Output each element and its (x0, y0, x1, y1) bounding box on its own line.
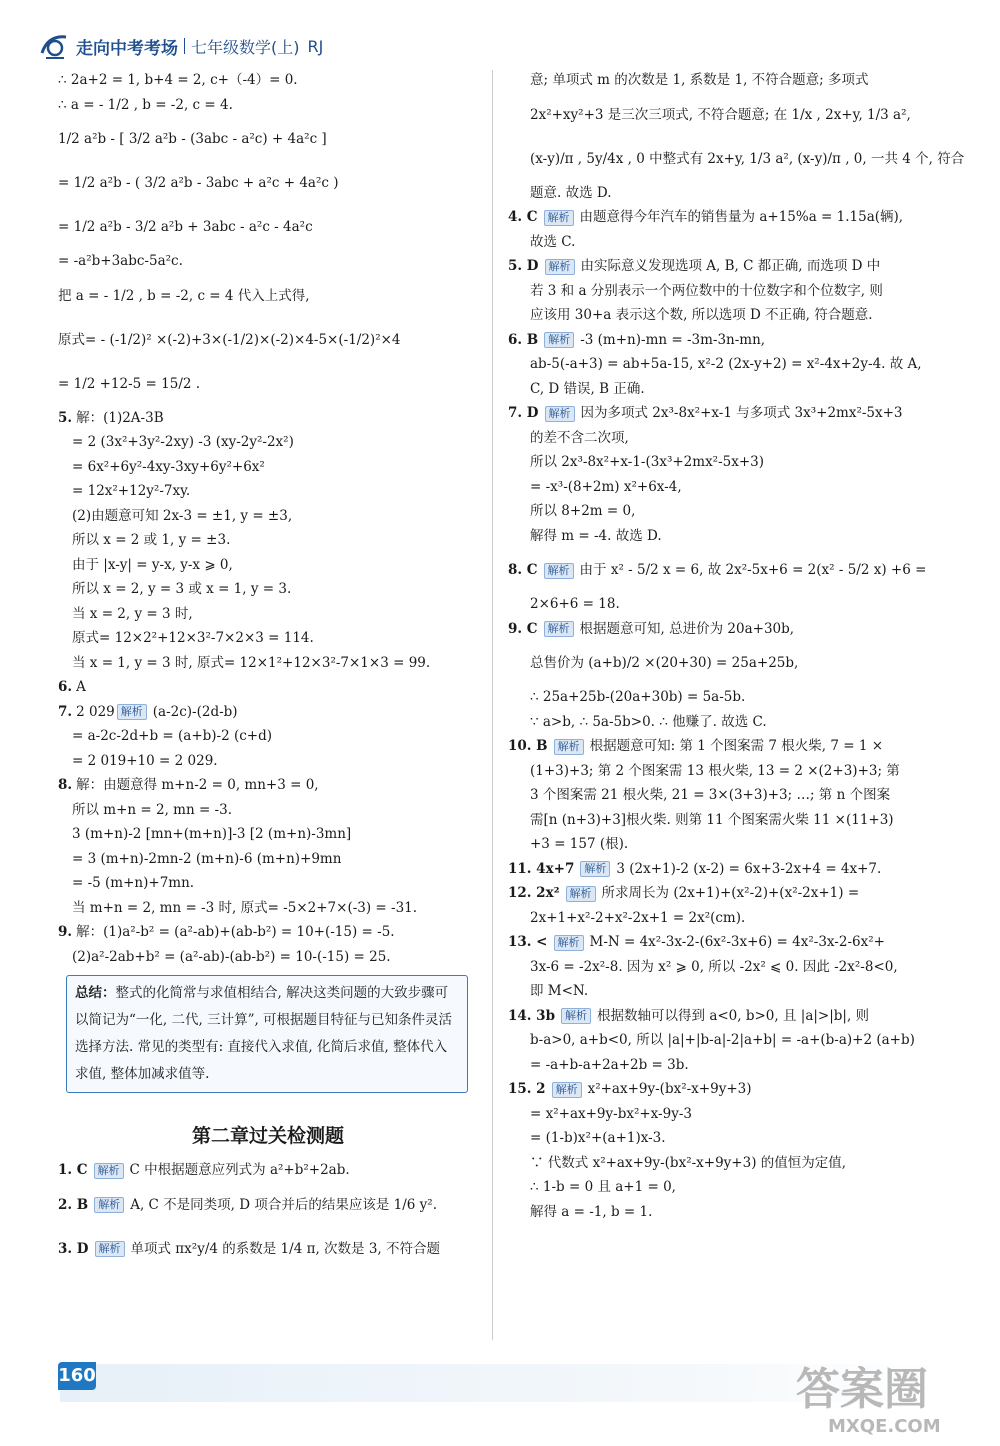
answer-text: 所以 x = 2 或 1, y = ±3. (72, 532, 231, 548)
analysis-tag: 解析 (544, 563, 574, 579)
answer-line (508, 499, 948, 524)
answer-line (508, 181, 948, 206)
answer-text: = -a+b-a+2a+2b = 3b. (530, 1056, 689, 1073)
answer-line (58, 249, 478, 274)
analysis-tag: 解析 (544, 210, 574, 226)
left-answer-lines (58, 68, 478, 969)
analysis-tag: 解析 (544, 332, 574, 348)
answer-line (58, 1158, 478, 1183)
analysis-tag: 解析 (117, 704, 147, 720)
answer-text: ∴ 1-b = 0 且 a+1 = 0, (530, 1179, 676, 1195)
answer-line (58, 553, 478, 578)
left-column (58, 68, 478, 1271)
answer-line (508, 783, 948, 808)
answer-text: = a-2c-2d+b = (a+b)-2 (c+d) (72, 728, 273, 744)
answer-line (58, 1183, 478, 1227)
answer-line (58, 577, 478, 602)
answer-text: = 1/2 a²b - 3/2 a²b + 3abc - a²c - 4a²c (58, 219, 313, 235)
answer-line (58, 773, 478, 798)
analysis-text: 根据题意可知: 第 1 个图案需 7 根火柴, 7 = 1 × (589, 738, 884, 754)
answer-line (508, 930, 948, 955)
analysis-tag: 解析 (566, 886, 596, 902)
answer-text: C, D 错误, B 正确. (530, 380, 645, 397)
answer-line (508, 832, 948, 857)
answer-line (508, 881, 948, 906)
answer-text: 当 m+n = 2, mn = -3 时, 原式= -5×2+7×(-3) = -31. (72, 899, 418, 916)
answer-text: (1+3)+3; 第 2 个图案需 13 根火柴, 13 = 2 ×(2+3)+3; 第 (530, 762, 900, 779)
answer-text: 解：(1)2A-3B (76, 409, 164, 426)
answer-line (508, 205, 948, 230)
answer-line (58, 430, 478, 455)
book-subtitle: 七年级数学(上) (191, 37, 300, 57)
answer-line (58, 93, 478, 118)
answer-text: = (1-b)x²+(a+1)x-3. (530, 1130, 666, 1146)
header-separator (184, 38, 185, 54)
analysis-tag: 解析 (95, 1241, 125, 1257)
answer-text: ∵ 代数式 x²+ax+9y-(bx²-x+9y+3) 的值恒为定值, (530, 1154, 847, 1171)
answer-line (508, 377, 948, 402)
analysis-text: 所求周长为 (2x+1)+(x²-2)+(x²-2x+1) = (601, 885, 860, 901)
answer-line (58, 945, 478, 970)
brand-logo-icon (38, 31, 72, 61)
analysis-text: A, C 不是同类项, D 项合并后的结果应该是 1/6 y². (130, 1196, 438, 1213)
analysis-text: C 中根据题意应列式为 a²+b²+2ab. (129, 1162, 350, 1178)
book-edition: RJ (307, 36, 324, 56)
answer-text: 解得 m = -4. 故选 D. (530, 527, 662, 544)
answer-text: 2x²+xy²+3 是三次三项式, 不符合题意; 在 1/x , 2x+y, 1/3 a², (530, 106, 911, 123)
analysis-tag: 解析 (580, 861, 610, 877)
brand-name: 走向中考考场 (76, 38, 178, 59)
answer-line (58, 651, 478, 676)
answer-text: 2×6+6 = 18. (530, 596, 620, 612)
analysis-text: 单项式 πx²y/4 的系数是 1/4 π, 次数是 3, 不符合题 (130, 1240, 440, 1257)
answer-line (58, 700, 478, 725)
answer-text: 2 029 (76, 703, 115, 720)
answer-text: 应该用 30+a 表示这个数, 所以选项 D 不正确, 符合题意. (530, 307, 873, 323)
answer-line (508, 137, 965, 181)
answer-text: = 1/2 +12-5 = 15/2 . (58, 375, 201, 392)
question-number: 7. D (508, 405, 539, 421)
analysis-text: 3 (2x+1)-2 (x-2) = 6x+3-2x+4 = 4x+7. (616, 860, 882, 877)
answer-text: 3x-6 = -2x²-8. 因为 x² ⩾ 0, 所以 -2x² ⩽ 0. 因此 -2x²-8<0, (530, 958, 898, 975)
answer-text: = -5 (m+n)+7mn. (72, 875, 195, 891)
watermark-url: MXQE.COM (828, 1416, 941, 1437)
answer-line (508, 955, 948, 980)
analysis-tag: 解析 (552, 1082, 582, 1098)
answer-line (508, 303, 948, 328)
analysis-tag: 解析 (561, 1008, 591, 1024)
analysis-text: 由题意得今年汽车的销售量为 a+15%a = 1.15a(辆), (579, 209, 904, 225)
question-number: 6. B (508, 331, 539, 348)
answer-text: = 2 019+10 = 2 029. (72, 752, 218, 769)
answer-line (508, 426, 948, 451)
question-number: 4. C (508, 209, 538, 225)
answer-line (508, 1053, 948, 1078)
answer-text: 解：(1)a²-b² = (a²-ab)+(ab-b²) = 10+(-15) = -5. (76, 924, 395, 940)
answer-text: ∴ a = - 1/2 , b = -2, c = 4. (58, 96, 233, 113)
question-number: 14. 3b (508, 1007, 556, 1024)
answer-text: 原式= - (-1/2)² ×(-2)+3×(-1/2)×(-2)×4-5×(-1/2)²×4 (58, 331, 401, 348)
answer-text: = 6x²+6y²-4xy-3xy+6y²+6x² (72, 458, 265, 475)
answer-text: b-a>0, a+b<0, 所以 |a|+|b-a|-2|a+b| = -a+(b-a)+2 (a+b) (530, 1032, 915, 1048)
answer-text: = x²+ax+9y-bx²+x-9y-3 (530, 1105, 692, 1122)
answer-text: 题意. 故选 D. (530, 184, 612, 201)
answer-line (508, 328, 948, 353)
answer-line (58, 117, 478, 161)
chapter-answer-lines (58, 1158, 478, 1271)
watermark-logo (788, 1352, 978, 1438)
analysis-text: (a-2c)-(2d-b) (152, 703, 238, 720)
answer-text: = 3 (m+n)-2mn-2 (m+n)-6 (m+n)+9mn (72, 850, 342, 867)
question-number: 6. (58, 679, 73, 695)
answer-line (508, 230, 948, 255)
answer-line (508, 617, 948, 642)
answer-line (58, 504, 478, 529)
answer-line (508, 685, 948, 710)
analysis-tag: 解析 (545, 406, 575, 422)
answer-line (508, 1200, 948, 1225)
answer-line (508, 710, 948, 735)
answer-line (508, 857, 948, 882)
answer-text: 若 3 和 a 分别表示一个两位数中的十位数字和个位数字, 则 (530, 282, 883, 299)
right-answer-lines (508, 68, 965, 1224)
watermark-main: 答案圈 (796, 1364, 928, 1415)
answer-text: 2x+1+x²-2+x²-2x+1 = 2x²(cm). (530, 909, 746, 926)
question-number: 15. 2 (508, 1081, 546, 1097)
analysis-text: 由实际意义发现选项 A, B, C 都正确, 而选项 D 中 (580, 258, 881, 274)
answer-line (508, 734, 948, 759)
right-column (508, 68, 965, 1224)
answer-text: (2)a²-2ab+b² = (a²-ab)-(ab-b²) = 10-(-15) = 25. (72, 948, 391, 965)
answer-text: 解：由题意得 m+n-2 = 0, mn+3 = 0, (76, 777, 319, 793)
answer-line (58, 274, 478, 318)
question-number: 3. D (58, 1240, 89, 1257)
answer-text: 把 a = - 1/2 , b = -2, c = 4 代入上式得, (58, 287, 310, 304)
answer-text: 总售价为 (a+b)/2 ×(20+30) = 25a+25b, (530, 655, 799, 671)
answer-text: 即 M<N. (530, 983, 589, 999)
page-header (38, 30, 323, 62)
question-number: 7. (58, 703, 73, 720)
answer-line (58, 602, 478, 627)
answer-line (508, 759, 948, 784)
answer-line (58, 920, 478, 945)
answer-line (58, 318, 478, 362)
answer-text: 所以 8+2m = 0, (530, 503, 636, 519)
analysis-tag: 解析 (544, 621, 574, 637)
answer-line (508, 1175, 948, 1200)
question-number: 10. B (508, 738, 548, 754)
answer-line (508, 68, 948, 93)
answer-line (58, 626, 478, 651)
answer-line (58, 798, 478, 823)
answer-line (58, 479, 478, 504)
answer-line (508, 1077, 948, 1102)
summary-label: 总结： (75, 985, 116, 1001)
answer-line (508, 1028, 948, 1053)
chapter-title: 第二章过关检测题 (191, 1125, 344, 1147)
answer-text: ∵ a>b, ∴ 5a-5b>0. ∴ 他赚了. 故选 C. (530, 713, 767, 730)
answer-text: = 2 (3x²+3y²-2xy) -3 (xy-2y²-2x²) (72, 434, 294, 450)
answer-line (508, 1004, 948, 1029)
answer-line (508, 1102, 948, 1127)
answer-text: 故选 C. (530, 233, 576, 250)
question-number: 5. (58, 409, 73, 426)
answer-line (58, 161, 478, 205)
answer-text: (2)由题意可知 2x-3 = ±1, y = ±3, (72, 507, 293, 524)
analysis-tag: 解析 (554, 935, 584, 951)
summary-box (66, 975, 468, 1093)
column-divider (492, 70, 493, 1340)
answer-text: 解得 a = -1, b = 1. (530, 1203, 653, 1220)
analysis-text: M-N = 4x²-3x-2-(6x²-3x+6) = 4x²-3x-2-6x²+ (589, 934, 885, 950)
question-number: 11. 4x+7 (508, 860, 575, 877)
answer-line (508, 906, 948, 931)
answer-line (58, 896, 478, 921)
question-number: 12. 2x² (508, 885, 560, 901)
answer-line (58, 362, 478, 406)
question-number: 13. < (508, 934, 548, 950)
question-number: 9. C (508, 620, 538, 637)
answer-line (508, 352, 948, 377)
answer-text: 当 x = 1, y = 3 时, 原式= 12×1²+12×3²-7×1×3 = 99. (72, 654, 431, 671)
answer-line (58, 68, 478, 93)
answer-text: 所以 m+n = 2, mn = -3. (72, 801, 232, 818)
answer-text: 3 (m+n)-2 [mn+(m+n)]-3 [2 (m+n)-3mn] (72, 826, 352, 842)
answer-line (58, 1227, 478, 1271)
answer-line (508, 808, 948, 833)
analysis-text: -3 (m+n)-mn = -3m-3n-mn, (580, 331, 766, 348)
answer-text: +3 = 157 (根). (530, 836, 629, 852)
answer-text: 需[n (n+3)+3]根火柴. 则第 11 个图案需火柴 11 ×(11+3) (530, 811, 894, 828)
page-number: 160 (58, 1362, 96, 1390)
analysis-tag: 解析 (94, 1163, 124, 1179)
answer-line (508, 450, 948, 475)
question-number: 2. B (58, 1196, 89, 1213)
answer-line (58, 822, 478, 847)
analysis-text: x²+ax+9y-(bx²-x+9y+3) (587, 1081, 752, 1097)
answer-line (508, 401, 948, 426)
answer-text: 所以 2x³-8x²+x-1-(3x³+2mx²-5x+3) (530, 454, 765, 470)
answer-text: A (76, 679, 86, 695)
answer-line (508, 1151, 948, 1176)
answer-line (508, 254, 948, 279)
question-number: 8. (58, 777, 73, 793)
answer-text: 的差不含二次项, (530, 429, 629, 446)
answer-text: 1/2 a²b - [ 3/2 a²b - (3abc - a²c) + 4a²c ] (58, 131, 327, 147)
answer-line (58, 528, 478, 553)
answer-line (58, 847, 478, 872)
answer-text: ∴ 2a+2 = 1, b+4 = 2, c+（-4）= 0. (58, 72, 298, 88)
analysis-text: 根据数轴可以得到 a<0, b>0, 且 |a|>|b|, 则 (597, 1007, 870, 1024)
answer-line (58, 406, 478, 431)
analysis-text: 由于 x² - 5/2 x = 6, 故 2x²-5x+6 = 2(x² - 5/2 x) +6 = (579, 562, 927, 578)
answer-line (508, 279, 948, 304)
question-number: 5. D (508, 258, 539, 274)
answer-text: ab-5(-a+3) = ab+5a-15, x²-2 (2x-y+2) = x²-4x+2y-4. 故 A, (530, 356, 922, 372)
answer-line (508, 641, 948, 685)
answer-line (58, 205, 478, 249)
answer-line (58, 871, 478, 896)
answer-text: 原式= 12×2²+12×3²-7×2×3 = 114. (72, 630, 314, 646)
analysis-text: 因为多项式 2x³-8x²+x-1 与多项式 3x³+2mx²-5x+3 (580, 405, 903, 421)
answer-line (508, 979, 948, 1004)
question-number: 8. C (508, 562, 538, 578)
answer-line (58, 749, 478, 774)
answer-text: ∴ 25a+25b-(20a+30b) = 5a-5b. (530, 689, 746, 705)
answer-line (58, 675, 478, 700)
summary-text: 整式的化简常与求值相结合, 解决这类问题的大致步骤可以简记为“一化, 二代, 三计算”, 可根据题目特征与已知条件灵活选择方法. 常见的类型有: 直接代入求值, 化简后求值, 整体代入求值, 整体加减求值等. (75, 985, 453, 1082)
question-number: 1. C (58, 1162, 88, 1178)
answer-text: = -a²b+3abc-5a²c. (58, 253, 183, 269)
answer-line (58, 455, 478, 480)
answer-text: 当 x = 2, y = 3 时, (72, 605, 193, 622)
answer-line (508, 475, 948, 500)
answer-text: = -x³-(8+2m) x²+6x-4, (530, 478, 682, 495)
answer-line (58, 724, 478, 749)
analysis-text: 根据题意可知, 总进价为 20a+30b, (579, 620, 795, 637)
answer-line (508, 548, 948, 592)
answer-text: 所以 x = 2, y = 3 或 x = 1, y = 3. (72, 581, 292, 597)
analysis-tag: 解析 (545, 259, 575, 275)
answer-text: = 12x²+12y²-7xy. (72, 483, 191, 499)
answer-text: 3 个图案需 21 根火柴, 21 = 3×(3+3)+3; …; 第 n 个图案 (530, 787, 891, 803)
question-number: 9. (58, 924, 73, 940)
analysis-tag: 解析 (554, 739, 584, 755)
answer-text: 由于 |x-y| = y-x, y-x ⩾ 0, (72, 556, 233, 573)
answer-text: (x-y)/π , 5y/4x , 0 中整式有 2x+y, 1/3 a², (x-y)/π , 0, 一共 4 个, 符合 (530, 150, 965, 167)
answer-line (508, 592, 948, 617)
answer-line (508, 1126, 948, 1151)
analysis-tag: 解析 (94, 1197, 124, 1213)
answer-line (508, 524, 948, 549)
answer-line (508, 93, 948, 137)
answer-text: 意; 单项式 m 的次数是 1, 系数是 1, 不符合题意; 多项式 (530, 72, 869, 88)
answer-text: = 1/2 a²b - ( 3/2 a²b - 3abc + a²c + 4a²c ) (58, 175, 339, 191)
